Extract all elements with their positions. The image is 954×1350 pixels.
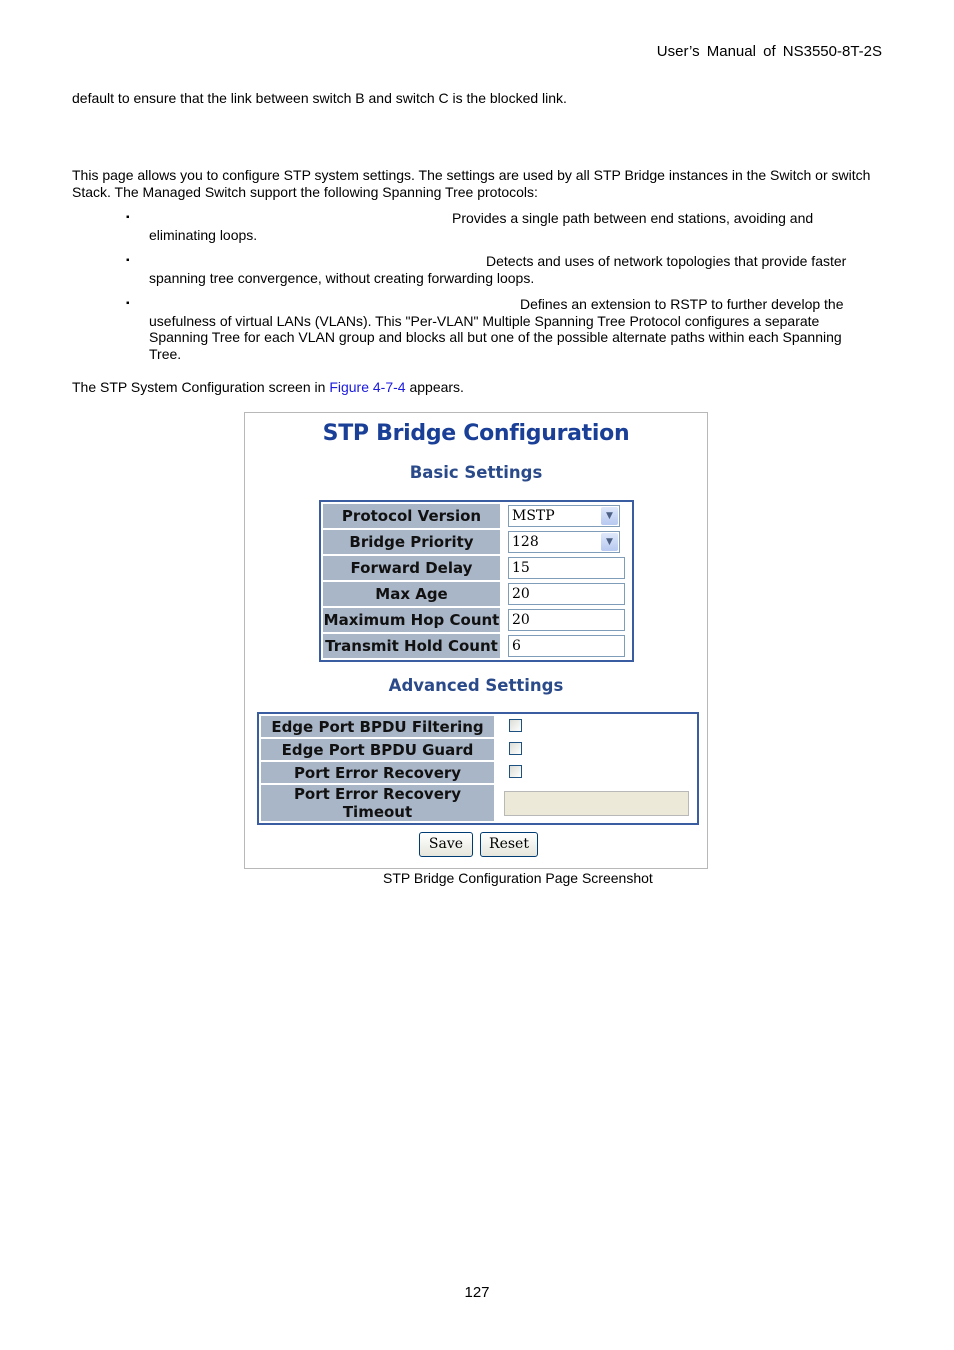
bullet-line: Provides a single path between end stations, avoiding and: [452, 210, 814, 226]
bullet-line: usefulness of virtual LANs (VLANs). This "Per-VLAN" Multiple Spanning Tree Protocol configures a separate Spanning Tree for each VLAN group and blocks all but one of the possible alternate paths within each Spanning Tree.: [149, 312, 842, 362]
table-row: [261, 739, 695, 760]
table-row: [323, 556, 630, 580]
bullet-line: spanning tree convergence, without creating forwarding loops.: [149, 269, 535, 286]
bullet-marker: ▪: [126, 298, 130, 309]
bullet-line: eliminating loops.: [149, 226, 258, 243]
edge-bpdu-filtering-checkbox[interactable]: [509, 719, 522, 732]
protocol-version-select[interactable]: MSTP ▼: [508, 505, 620, 527]
transmit-hold-count-input[interactable]: 6: [508, 635, 625, 657]
port-error-recovery-label: Port Error Recovery: [261, 762, 494, 783]
forward-delay-label: Forward Delay: [323, 556, 500, 580]
page-number: 127: [464, 1284, 490, 1301]
advanced-settings-table: [257, 712, 699, 825]
figure-reference: The STP System Configuration screen in Figure 4-7-4 appears.: [72, 379, 464, 395]
bullet-line: Defines an extension to RSTP to further develop the: [520, 296, 844, 312]
bullet-item: [149, 253, 869, 286]
edge-bpdu-guard-checkbox[interactable]: [509, 742, 522, 755]
intro-line: default to ensure that the link between switch B and switch C is the blocked link.: [72, 90, 567, 106]
bullet-item: [149, 210, 869, 243]
edge-bpdu-filtering-label: Edge Port BPDU Filtering: [261, 716, 494, 737]
chevron-down-icon: ▼: [601, 507, 618, 525]
max-age-label: Max Age: [323, 582, 500, 606]
port-error-recovery-checkbox[interactable]: [509, 765, 522, 778]
max-hop-count-input[interactable]: 20: [508, 609, 625, 631]
bullet-marker: ▪: [126, 255, 130, 266]
table-row: [323, 634, 630, 658]
forward-delay-input[interactable]: 15: [508, 557, 625, 579]
port-error-recovery-timeout-label: Port Error Recovery Timeout: [261, 785, 494, 821]
page-title: STP Bridge Configuration: [322, 421, 630, 446]
table-row: [323, 608, 630, 632]
advanced-settings-heading: Advanced Settings: [388, 676, 564, 695]
table-row: [261, 762, 695, 783]
bullet-marker: ▪: [126, 212, 130, 223]
stp-config-figure: [244, 412, 708, 869]
chevron-down-icon: ▼: [601, 533, 618, 551]
description-paragraph: This page allows you to configure STP system settings. The settings are used by all STP Bridge instances in the Switch or switch Stack. The Managed Switch support the following Spanning Tree protocols:: [72, 167, 871, 200]
page-header: User’s Manual of NS3550-8T-2S: [656, 43, 882, 60]
table-row: [261, 785, 695, 821]
bullet-line: Detects and uses of network topologies that provide faster: [486, 253, 847, 269]
reset-button[interactable]: Reset: [480, 832, 538, 857]
bridge-priority-label: Bridge Priority: [323, 530, 500, 554]
save-button[interactable]: Save: [419, 832, 473, 857]
figure-link[interactable]: Figure 4-7-4: [329, 379, 406, 395]
bridge-priority-select[interactable]: 128 ▼: [508, 531, 620, 553]
figure-caption: STP Bridge Configuration Page Screenshot: [383, 870, 653, 886]
edge-bpdu-guard-label: Edge Port BPDU Guard: [261, 739, 494, 760]
protocol-version-label: Protocol Version: [323, 504, 500, 528]
port-error-recovery-timeout-input[interactable]: [504, 791, 689, 816]
max-age-input[interactable]: 20: [508, 583, 625, 605]
table-row: [323, 530, 630, 554]
table-row: [261, 716, 695, 737]
basic-settings-table: [319, 500, 634, 662]
max-hop-count-label: Maximum Hop Count: [323, 608, 500, 632]
bullet-item: [149, 296, 869, 362]
table-row: [323, 582, 630, 606]
transmit-hold-count-label: Transmit Hold Count: [323, 634, 500, 658]
table-row: [323, 504, 630, 528]
basic-settings-heading: Basic Settings: [409, 463, 543, 482]
